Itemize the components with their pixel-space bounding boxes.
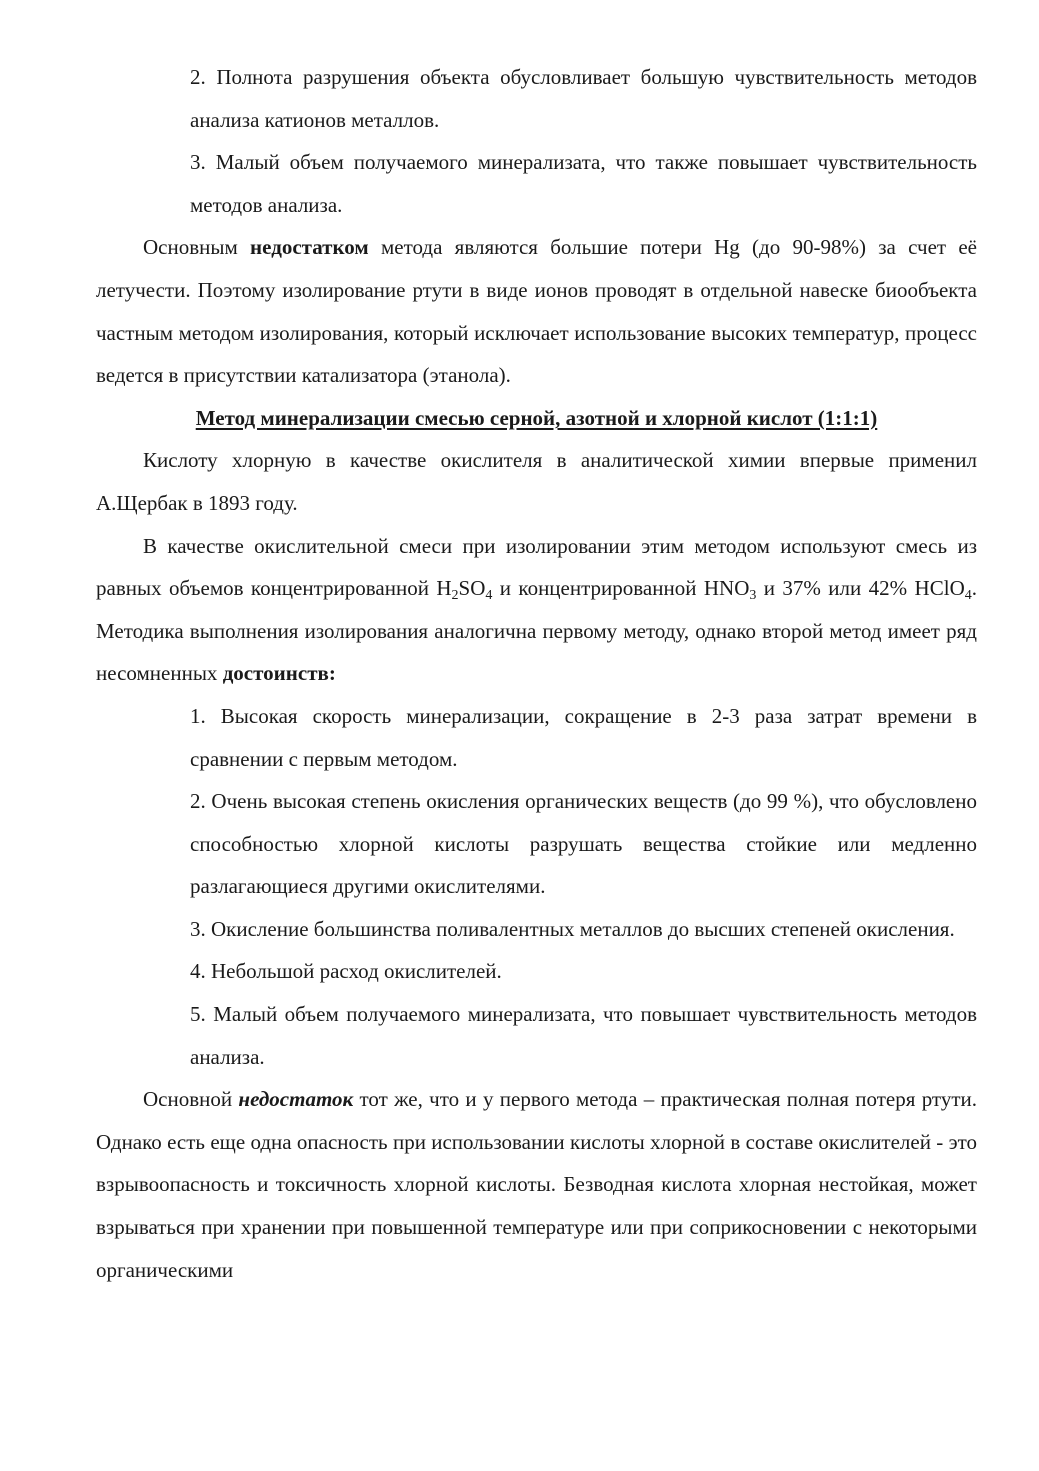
- bold-term: недостатком: [250, 235, 369, 260]
- list-item: 5. Малый объем получаемого минерализата, что повышает чувствительность методов анализа.: [190, 1002, 977, 1069]
- list-item: 3. Малый объем получаемого минерализата, что также повышает чувствительность методов анализа.: [190, 150, 977, 217]
- bold-italic-term: недостаток: [238, 1087, 354, 1112]
- list-item: 4. Небольшой расход окислителей.: [190, 959, 502, 984]
- paragraph-mixture: В качестве окислительной смеси при изолировании этим методом используют смесь из равных объемов концентрированной $H_2SO_4$ и концентрированной $HNO_3$ и 37% или 42% HClO$_4$. Методика выполнения изолирования аналогична первому методу, однако второй метод имеет ряд несомненных достоинств:: [96, 533, 977, 686]
- list-item: 2. Очень высокая степень окисления органических веществ (до 99 %), что обусловлено способностью хлорной кислоты разрушать вещества стойкие или медленно разлагающиеся другими окислителями.: [190, 789, 977, 899]
- document-body: [96, 56, 977, 1291]
- paragraph-history: Кислоту хлорную в качестве окислителя в аналитической химии впервые применил А.Щербак в 1893 году.: [96, 448, 977, 515]
- section-heading: Метод минерализации смесью серной, азотной и хлорной кислот (1:1:1): [195, 405, 878, 430]
- bold-term: достоинств:: [222, 661, 336, 686]
- list-item: 1. Высокая скорость минерализации, сокращение в 2-3 раза затрат времени в сравнении с первым методом.: [190, 703, 977, 771]
- paragraph-drawback: Основным недостатком метода являются большие потери Hg (до 90-98%) за счет её летучести. Поэтому изолирование ртути в виде ионов проводят в отдельной навеске биообъекта частным методом изолирования, который исключает использование высоких температур, процесс ведется в присутствии катализатора (этанола).: [96, 235, 977, 388]
- paragraph-drawback-second: Основной недостаток тот же, что и у первого метода – практическая полная потеря ртути. Однако есть еще одна опасность при использовании кислоты хлорной в составе окислителей - это взрывоопасность и токсичность хлорной кислоты. Безводная кислота хлорная нестойкая, может взрываться при хранении при повышенной температуре или при соприкосновении с некоторыми органическими: [96, 1087, 977, 1282]
- list-item: 3. Окисление большинства поливалентных металлов до высших степеней окисления.: [190, 916, 955, 941]
- list-item: 2. Полнота разрушения объекта обусловливает большую чувствительность методов анализа катионов металлов.: [190, 65, 977, 132]
